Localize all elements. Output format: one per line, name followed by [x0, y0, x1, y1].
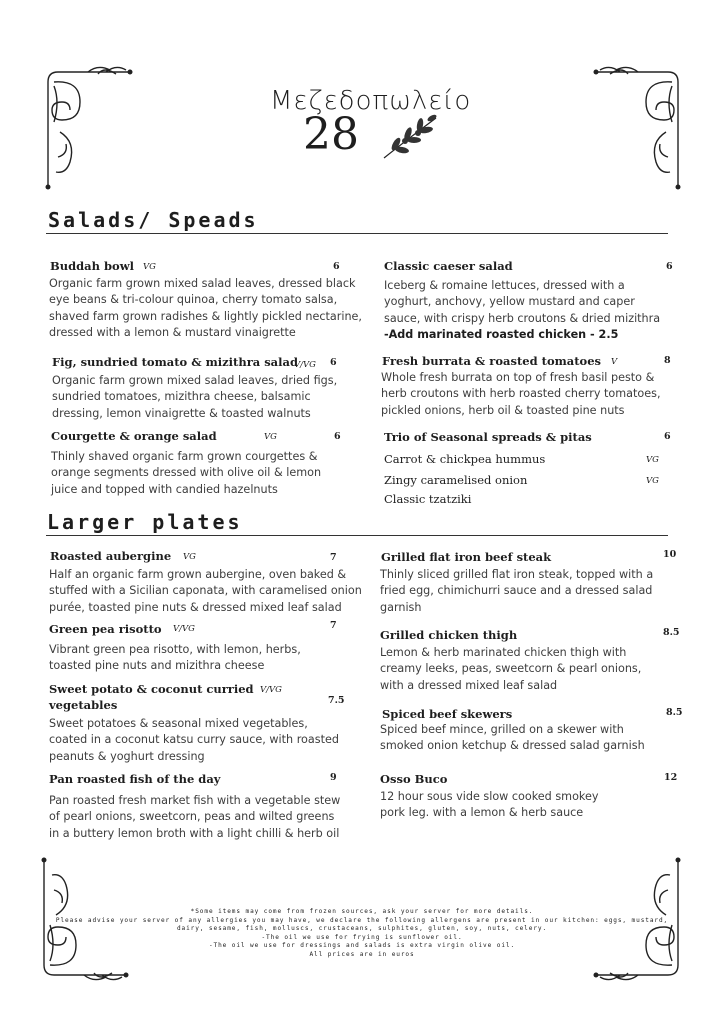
dish-description: Half an organic farm grown aubergine, oven baked & stuffed with a Sicilian caponata, with caramelised onion purée, toasted pine nuts & dressed mixed leaf salad — [49, 568, 362, 614]
dish-description: Sweet potatoes & seasonal mixed vegetables, coated in a coconut katsu curry sauce, with roasted peanuts & yoghurt dressing — [49, 717, 339, 763]
dish-name: Fig, sundried tomato & mizithra salad — [52, 355, 298, 369]
spread-item: Zingy caramelised onion — [384, 473, 528, 487]
dish-price: 6 — [333, 261, 340, 272]
dish-name: Spiced beef skewers — [382, 707, 513, 721]
spread-item: Classic tzatziki — [384, 492, 472, 506]
dish-name: Grilled flat iron beef steak — [381, 550, 552, 564]
dish-price: 10 — [663, 549, 677, 560]
dish-description: Vibrant green pea risotto, with lemon, herbs, toasted pine nuts and mizithra cheese — [49, 643, 301, 673]
dish-name: Trio of Seasonal spreads & pitas — [384, 430, 592, 444]
dish-name: Courgette & orange salad — [51, 429, 217, 443]
dish-description: Spiced beef mince, grilled on a skewer with smoked onion ketchup & dressed salad garnish — [380, 723, 645, 753]
dish-price: 8 — [664, 355, 671, 366]
dish-description: Organic farm grown mixed salad leaves, dressed black eye beans & tri-colour quinoa, cherry tomato salsa, shaved farm grown radishes & lightly pickled nectarine, dressed with a lemon & mustard vinaigrette — [49, 277, 362, 339]
dish-price: 6 — [330, 357, 337, 368]
dish-price: 8.5 — [663, 627, 680, 638]
olive-branch-icon — [380, 112, 440, 162]
diet-tag: VG — [143, 262, 156, 272]
dish-name: Classic caeser salad — [384, 259, 513, 273]
dish-price: 7 — [330, 620, 337, 631]
dish-name: Buddah bowl — [50, 259, 134, 273]
dish-name: Fresh burrata & roasted tomatoes — [382, 354, 602, 368]
dish-description: Iceberg & romaine lettuces, dressed with a yoghurt, anchovy, yellow mustard and caper sauce, with crispy herb croutons & dried mizithra -Add marinated roasted chicken - 2.5 — [384, 279, 661, 341]
restaurant-name: Μεζεδοπωλείο — [270, 86, 472, 116]
section-title-salads: Salads/ Speads — [48, 208, 259, 232]
section-title-larger-plates: Larger plates — [47, 510, 243, 534]
dish-price: 9 — [330, 772, 337, 783]
diet-tag: V — [611, 357, 618, 367]
dish-name: Pan roasted fish of the day — [49, 772, 221, 786]
dish-name: Green pea risotto — [49, 622, 162, 636]
dish-price: 6 — [334, 431, 341, 442]
restaurant-number: 28 — [303, 109, 359, 160]
dish-description: Organic farm grown mixed salad leaves, dried figs, sundried tomatoes, mizithra cheese, balsamic dressing, lemon vinaigrette & toasted walnuts — [52, 374, 338, 420]
dish-price: 8.5 — [666, 707, 683, 718]
dish-price: 6 — [666, 261, 673, 272]
dish-description: 12 hour sous vide slow cooked smokey pork leg. with a lemon & herb sauce — [380, 790, 599, 820]
spread-item: Carrot & chickpea hummus — [384, 452, 546, 466]
diet-tag: VG — [183, 552, 196, 562]
dish-description: Lemon & herb marinated chicken thigh with creamy leeks, peas, sweetcorn & pearl onions, with a dressed mixed leaf salad — [380, 646, 642, 692]
allergen-footer: *Some items may come from frozen sources, ask your server for more details. Please advise your server of any allergies you may have, we declare the following allergens are present in our kitchen: eggs, mustard, dairy, sesame, fish, molluscs, crustaceans, sulphites, gluten, soy, nuts, celery. -The oil we use for frying is sunflower oil. -The oil we use for dressings and salads is extra virgin olive oil. All prices are in euros — [55, 908, 669, 958]
dish-name: Roasted aubergine — [50, 549, 172, 563]
dish-price: 7 — [330, 552, 337, 563]
dish-price: 7.5 — [328, 695, 345, 706]
ornament-top-left — [40, 62, 140, 192]
dish-description: Pan roasted fresh market fish with a vegetable stew of pearl onions, sweetcorn, peas and wilted greens in a buttery lemon broth with a light chilli & herb oil — [49, 794, 341, 840]
diet-tag: V/VG — [260, 685, 282, 695]
dish-description: Thinly shaved organic farm grown courgettes & orange segments dressed with olive oil & lemon juice and topped with candied hazelnuts — [51, 450, 322, 496]
section-divider — [46, 535, 668, 536]
dish-name: Grilled chicken thigh — [380, 628, 518, 642]
diet-tag: VG — [264, 432, 277, 442]
dish-price: 12 — [664, 772, 678, 783]
dish-name: Sweet potato & coconut curried vegetables — [49, 682, 254, 712]
dish-price: 6 — [664, 431, 671, 442]
diet-tag: V/VG — [173, 624, 195, 634]
diet-tag: VG — [646, 476, 659, 486]
diet-tag: V/VG — [294, 360, 316, 370]
section-divider — [46, 233, 668, 234]
dish-name: Osso Buco — [380, 772, 448, 786]
dish-description: Thinly sliced grilled flat iron steak, topped with a fried egg, chimichurri sauce and a dressed salad garnish — [380, 568, 654, 614]
dish-description: Whole fresh burrata on top of fresh basil pesto & herb croutons with herb roasted cherry tomatoes, pickled onions, herb oil & toasted pine nuts — [381, 371, 661, 417]
ornament-top-right — [586, 62, 686, 192]
diet-tag: VG — [646, 455, 659, 465]
